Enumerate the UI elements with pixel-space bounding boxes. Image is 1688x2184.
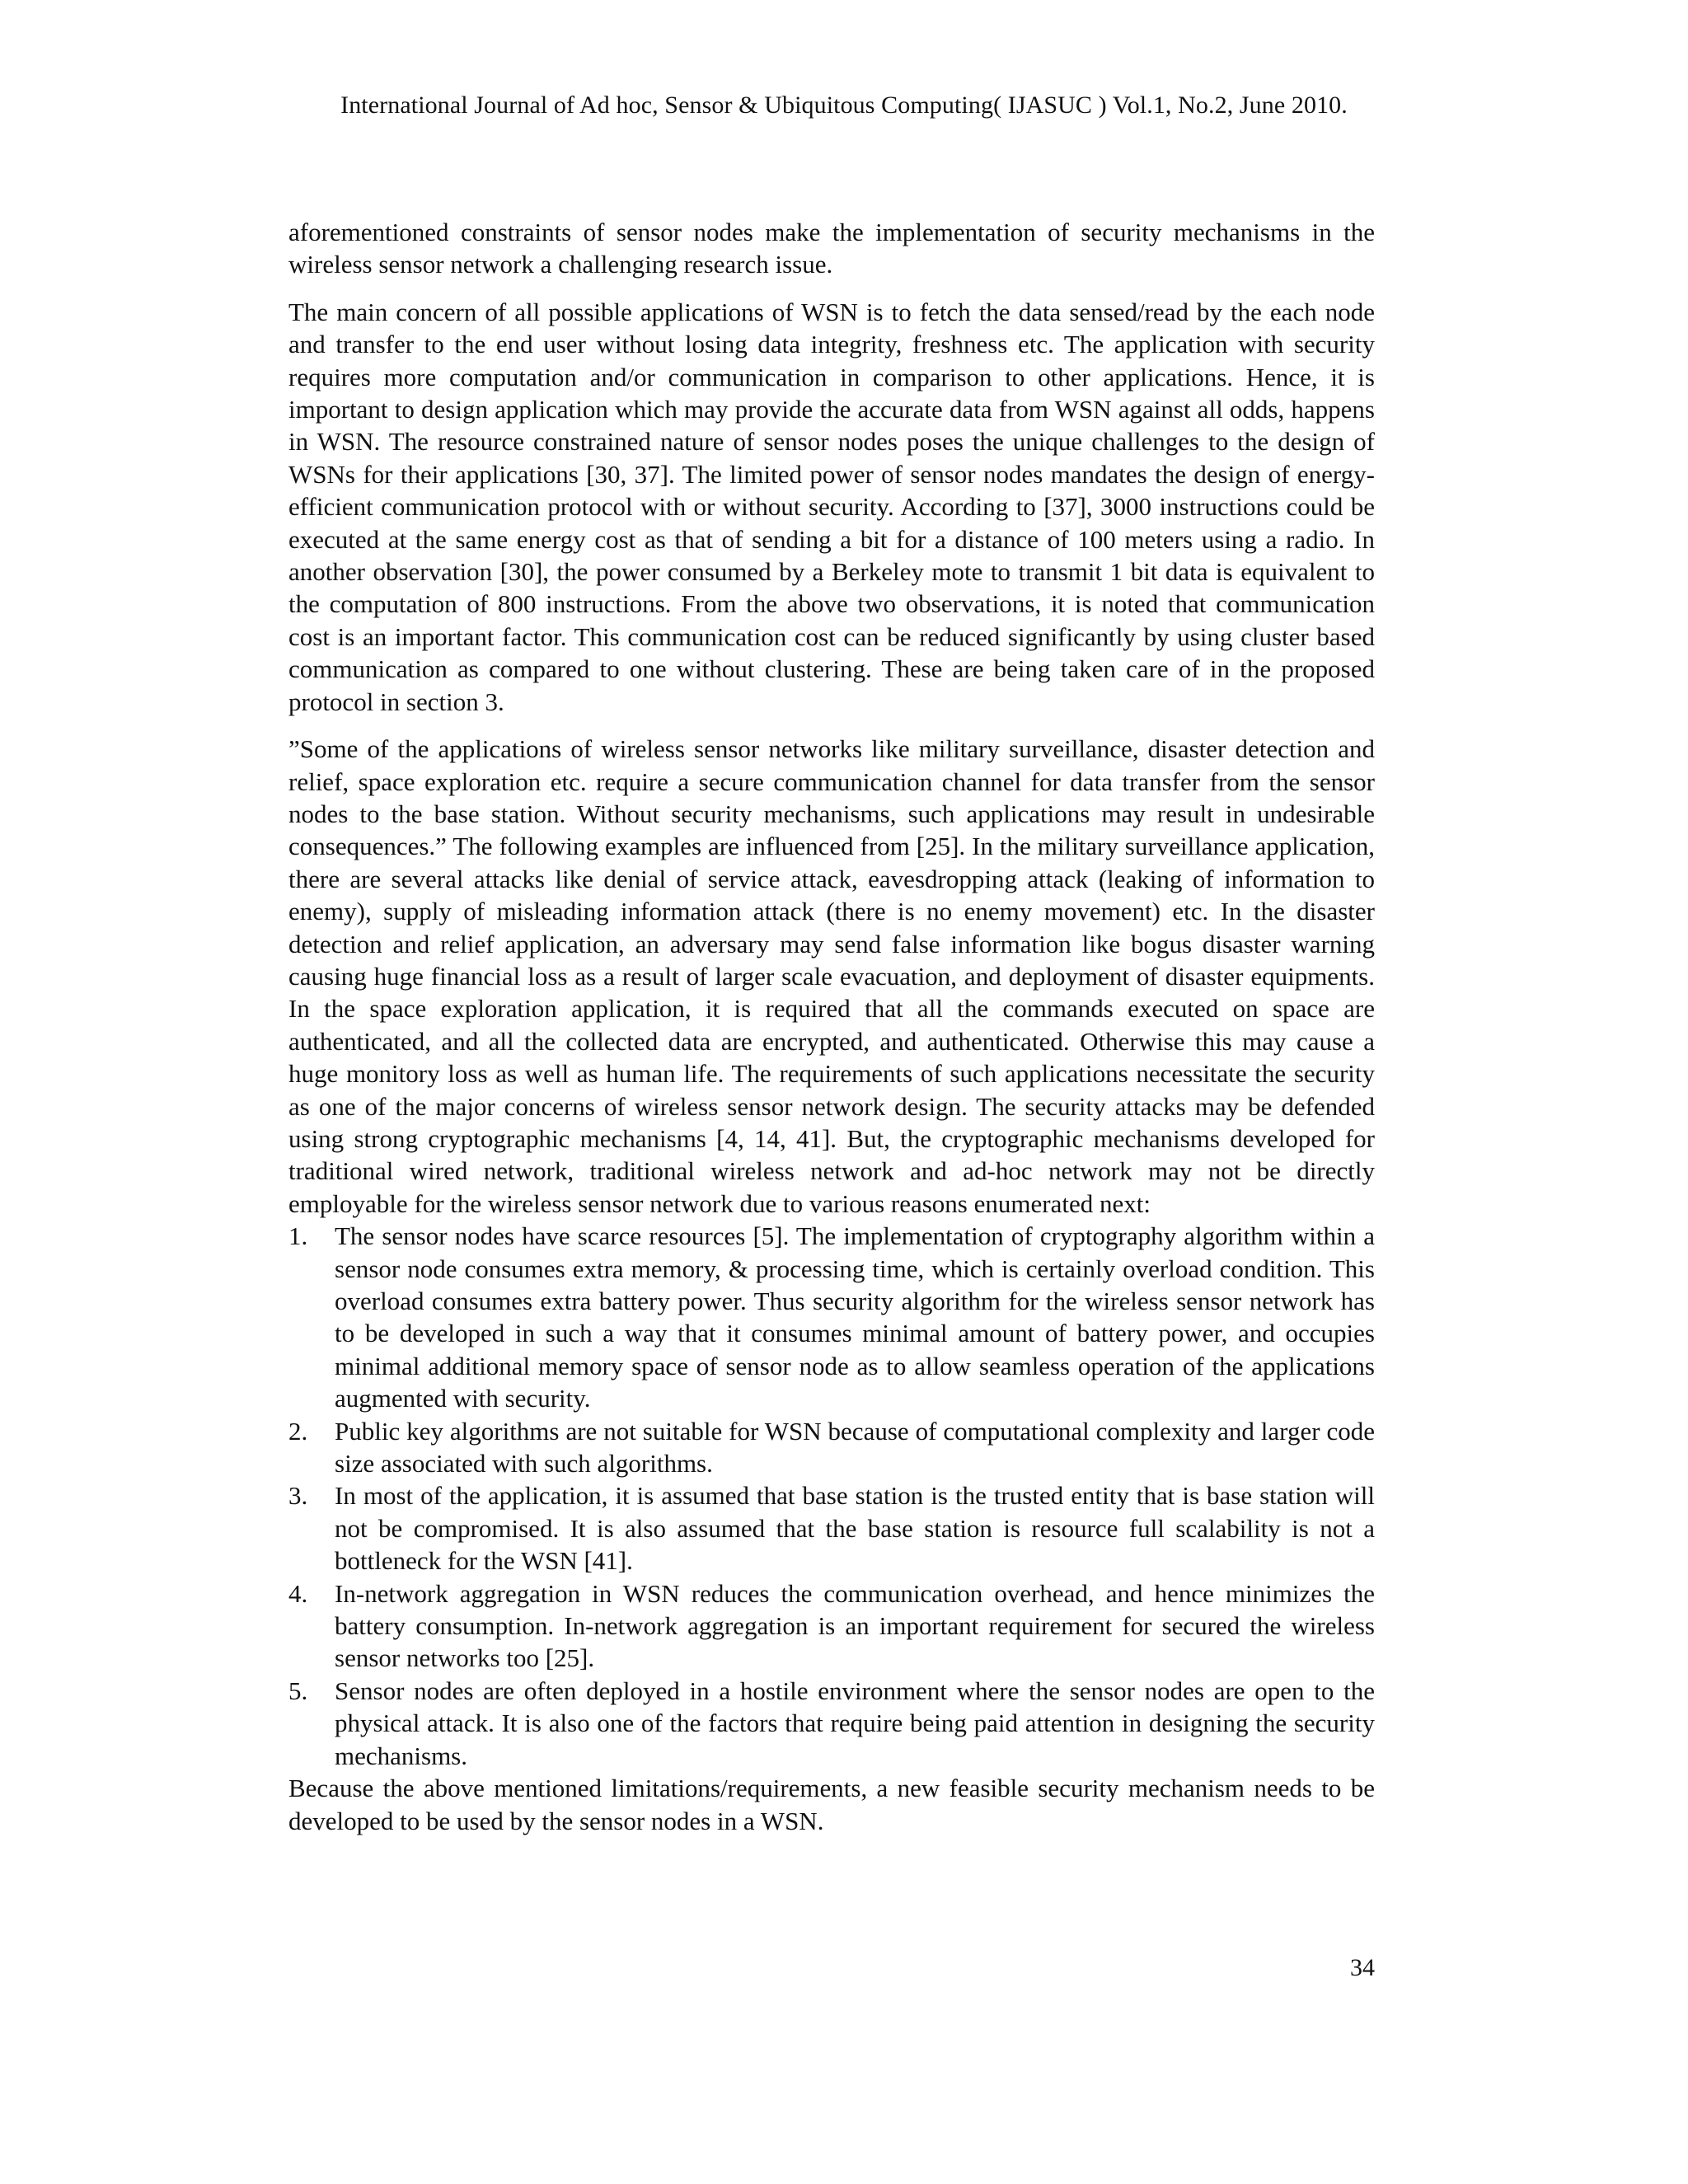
list-item: [288, 1577, 1375, 1675]
article-body: [288, 216, 1375, 1837]
paragraph-closing: Because the above mentioned limitations/requirements, a new feasible security mechanism needs to be developed to be used by the sensor nodes in a WSN.: [288, 1774, 1375, 1835]
list-item: [288, 1479, 1375, 1577]
paragraph-main-concern: The main concern of all possible applications of WSN is to fetch the data sensed/read by the each node and transfer to the end user without losing data integrity, freshness etc. The application with security requires more computation and/or communication in comparison to other applications. Hence, it is important to design application which may provide the accurate data from WSN against all odds, happens in WSN. The resource constrained nature of sensor nodes poses the unique challenges to the design of WSNs for their applications [30, 37]. The limited power of sensor nodes mandates the design of energy-efficient communication protocol with or without security. According to [37], 3000 instructions could be executed at the same energy cost as that of sending a bit for a distance of 100 meters using a radio. In another observation [30], the power consumed by a Berkeley mote to transmit 1 bit data is equivalent to the computation of 800 instructions. From the above two observations, it is noted that communication cost is an important factor. This communication cost can be reduced significantly by using cluster based communication as compared to one without clustering. These are being taken care of in the proposed protocol in section 3.: [288, 297, 1375, 716]
list-item-text: The sensor nodes have scarce resources [5]. The implementation of cryptography algorithm within a sensor node consumes extra memory, & processing time, which is certainly overload condition. This overload consumes extra battery power. Thus security algorithm for the wireless sensor network has to be developed in such a way that it consumes minimal amount of battery power, and occupies minimal additional memory space of sensor node as to allow seamless operation of the applications augmented with security.: [335, 1221, 1375, 1413]
list-item-text: In-network aggregation in WSN reduces the communication overhead, and hence minimizes the battery consumption. In-network aggregation is an important requirement for secured the wireless sensor networks too [25].: [335, 1578, 1375, 1673]
list-item: [288, 1675, 1375, 1772]
paragraph-constraints: aforementioned constraints of sensor nodes make the implementation of security mechanisms in the wireless sensor network a challenging research issue.: [288, 218, 1375, 279]
page-number: 34: [1350, 1954, 1375, 1981]
list-item-text: Sensor nodes are often deployed in a hostile environment where the sensor nodes are open to the physical attack. It is also one of the factors that require being paid attention in designing the security mechanisms.: [335, 1675, 1375, 1770]
list-item-text: Public key algorithms are not suitable for WSN because of computational complexity and larger code size associated with such algorithms.: [335, 1416, 1375, 1479]
list-item-number: 2.: [288, 1416, 308, 1446]
list-item: [288, 1415, 1375, 1480]
reasons-list: [288, 1220, 1375, 1772]
list-item-number: 5.: [288, 1675, 308, 1705]
running-header: International Journal of Ad hoc, Sensor & Ubiquitous Computing( IJASUC ) Vol.1, No.2, June 2010.: [340, 91, 1348, 119]
paragraph-applications: ”Some of the applications of wireless sensor networks like military surveillance, disaster detection and relief, space exploration etc. require a secure communication channel for data transfer from the sensor nodes to the base station. Without security mechanisms, such applications may result in undesirable consequences.” The following examples are influenced from [25]. In the military surveillance application, there are several attacks like denial of service attack, eavesdropping attack (leaking of information to enemy), supply of misleading information attack (there is no enemy movement) etc. In the disaster detection and relief application, an adversary may send false information like bogus disaster warning causing huge financial loss as a result of larger scale evacuation, and deployment of disaster equipments. In the space exploration application, it is required that all the commands executed on space are authenticated, and all the collected data are encrypted, and authenticated. Otherwise this may cause a huge monitory loss as well as human life. The requirements of such applications necessitate the security as one of the major concerns of wireless sensor network design. The security attacks may be defended using strong cryptographic mechanisms [4, 14, 41]. But, the cryptographic mechanisms developed for traditional wired network, traditional wireless network and ad-hoc network may not be directly employable for the wireless sensor network due to various reasons enumerated next:: [288, 734, 1375, 1218]
list-item-number: 4.: [288, 1578, 308, 1608]
list-item-number: 3.: [288, 1481, 308, 1511]
list-item-number: 1.: [288, 1221, 308, 1251]
list-item: [288, 1220, 1375, 1414]
list-item-text: In most of the application, it is assumed that base station is the trusted entity that is base station will not be compromised. It is also assumed that the base station is resource full scalability is not a bottleneck for the WSN [41].: [335, 1481, 1375, 1576]
